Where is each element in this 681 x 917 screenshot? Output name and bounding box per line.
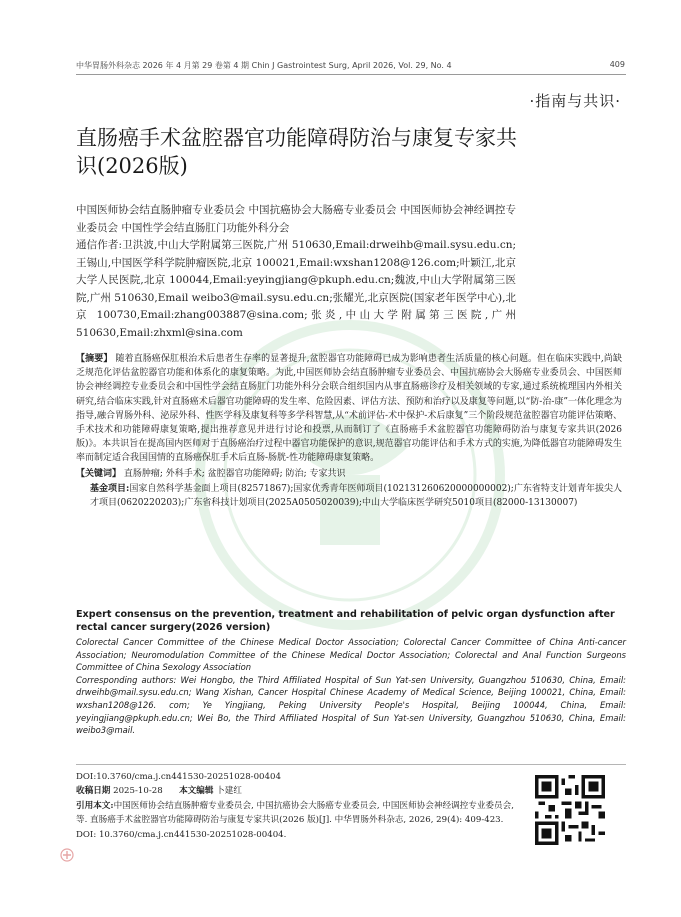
medical-association-seal-icon bbox=[60, 848, 74, 862]
article-title: 直肠癌手术盆腔器官功能障碍防治与康复专家共识(2026版) bbox=[76, 126, 517, 178]
article-footer bbox=[76, 770, 526, 842]
committee-list: 中国医师协会结直肠肿瘤专业委员会 中国抗癌协会大肠癌专业委员会 中国医师协会神经调控专业委员会 中国性学会结直肠肛门功能外科分会 bbox=[76, 204, 516, 234]
citation-text: 中国医师协会结直肠肿瘤专业委员会, 中国抗癌协会大肠癌专业委员会, 中国医师协会神经调控专业委员会, 等. 直肠癌手术盆腔器官功能障碍防治与康复专家共识(2026 版)[J]. 中华胃肠外科杂志, 2026, 29(4): 409-423. DOI: 10.3760/cma.j.cn441530-20251028-00404. bbox=[76, 800, 514, 840]
english-affiliations: Colorectal Cancer Committee of the Chinese Medical Doctor Association; Colorectal Cancer Committee of China Anti-cancer Association; Neuromodulation Committee of the Chinese Medical Doctor Association; Colorectal and Anal Function Surgeons Committee of China Sexology Association Corresponding authors: Wei Hongbo, the Third Affiliated Hospital of Sun Yat-sen University, Guangzhou 510630, China, Email: drweihb@mail.sysu.edu.cn; Wang Xishan, Cancer Hospital Chinese Academy of Medical Science, Beijing 100021, China, Email: wxshan1208@126. com; Ye Yingjiang, Peking University People's Hospital, Beijing 100044, China, Email: yeyingjiang@pkuph.edu.cn; Wei Bo, the Third Affiliated Hospital of Sun Yat-sen University, Guangzhou 510630, China, Email: weibo3@mail. bbox=[76, 637, 626, 736]
citation-label: 引用本文: bbox=[76, 800, 114, 811]
funding-label: 基金项目: bbox=[90, 483, 130, 494]
author-block bbox=[76, 202, 516, 342]
footer-rule bbox=[76, 764, 626, 765]
editor-label: 本文编辑 bbox=[179, 786, 214, 797]
keywords-label: 【关键词】 bbox=[76, 468, 122, 479]
section-tag: ·指南与共识· bbox=[529, 92, 621, 110]
editor-name: 卜建红 bbox=[216, 786, 242, 797]
page-number: 409 bbox=[609, 60, 625, 69]
english-abstract-header bbox=[76, 608, 626, 737]
publisher-logo-watermark bbox=[60, 848, 74, 862]
received-date: 2025-10-28 bbox=[113, 786, 163, 797]
abstract-text: 随着直肠癌保肛根治术后患者生存率的显著提升,盆腔器官功能障碍已成为影响患者生活质量的核心问题。但在临床实践中,尚缺乏规范化评估盆腔器官功能和体系化的康复策略。为此,中国医师协会结直肠肿瘤专业委员会、中国抗癌协会大肠癌专业委员会、中国医师协会神经调控专业委员会和中国性学会结直肠肛门功能外科分会联合组织国内从事直肠癌诊疗及相关领域的专家,通过系统梳理国内外相关研究,结合临床实践,针对直肠癌术后器官功能障碍的发生率、危险因素、评估方法、预防和治疗以及康复等问题,以“防-治-康”一体化理念为指导,融合胃肠外科、泌尿外科、性医学科及康复科等多学科智慧,从“术前评估-术中保护-术后康复”三个阶段规范盆腔器官功能评估策略、手术技术和功能障碍康复策略,提出推荐意见并进行讨论和投票,从而制订了《直肠癌手术盆腔器官功能障碍防治与康复专家共识(2026版)》。本共识旨在提高国内医师对于直肠癌治疗过程中器官功能保护的意识,规范器官功能评估和手术方式的实施,为降低器官功能障碍发生率而制定适合我国国情的直肠癌保肛手术后直肠-肠胱-性功能障碍康复策略。 bbox=[76, 354, 622, 464]
running-head: 中华胃肠外科杂志 2026 年 4 月第 29 卷第 4 期 Chin J Gastrointest Surg, April 2026, Vol. 29, No. 4 bbox=[76, 61, 452, 70]
qr-code-icon[interactable] bbox=[535, 775, 605, 845]
abstract-label: 【摘要】 bbox=[76, 354, 113, 364]
dates-line bbox=[76, 784, 526, 798]
received-label: 收稿日期 bbox=[76, 786, 111, 797]
english-title: Expert consensus on the prevention, treatment and rehabilitation of pelvic organ dysfunction after rectal cancer surgery(2026 version) bbox=[76, 609, 615, 633]
keywords-text: 直肠肿瘤; 外科手术; 盆腔器官功能障碍; 防治; 专家共识 bbox=[123, 468, 346, 479]
doi-line[interactable]: DOI:10.3760/cma.j.cn441530-20251028-00404 bbox=[76, 772, 281, 782]
citation-line bbox=[76, 799, 526, 842]
funding-line bbox=[76, 482, 622, 510]
header-rule bbox=[76, 74, 626, 75]
keywords-line bbox=[76, 467, 622, 481]
funding-text: 国家自然科学基金面上项目(82571867);国家优秀青年医师项目(102131260620000000002);广东省特支计划青年拔尖人才项目(0620220203);广东省科技计划项目(2025A0505020039);中山大学临床医学研究5010项目(82000-13130007) bbox=[90, 483, 622, 509]
abstract-paragraph bbox=[76, 352, 622, 466]
corresponding-authors: 通信作者:卫洪波,中山大学附属第三医院,广州 510630,Email:drweihb@mail.sysu.edu.cn;王锡山,中国医学科学院肿瘤医院,北京 100021,Email:wxshan1208@126.com;叶颖江,北京大学人民医院,北京 100044,Email:yeyingjiang@pkuph.edu.cn;魏波,中山大学附属第三医院,广州 510630,Email weibo3@mail.sysu.edu.cn;张耀光,北京医院(国家老年医学中心),北京 100730,Email:zhang003887@sina.com;张炎,中山大学附属第三医院,广州 510630,Email:zhxml@sina.com bbox=[76, 239, 516, 339]
abstract-section bbox=[76, 352, 622, 510]
